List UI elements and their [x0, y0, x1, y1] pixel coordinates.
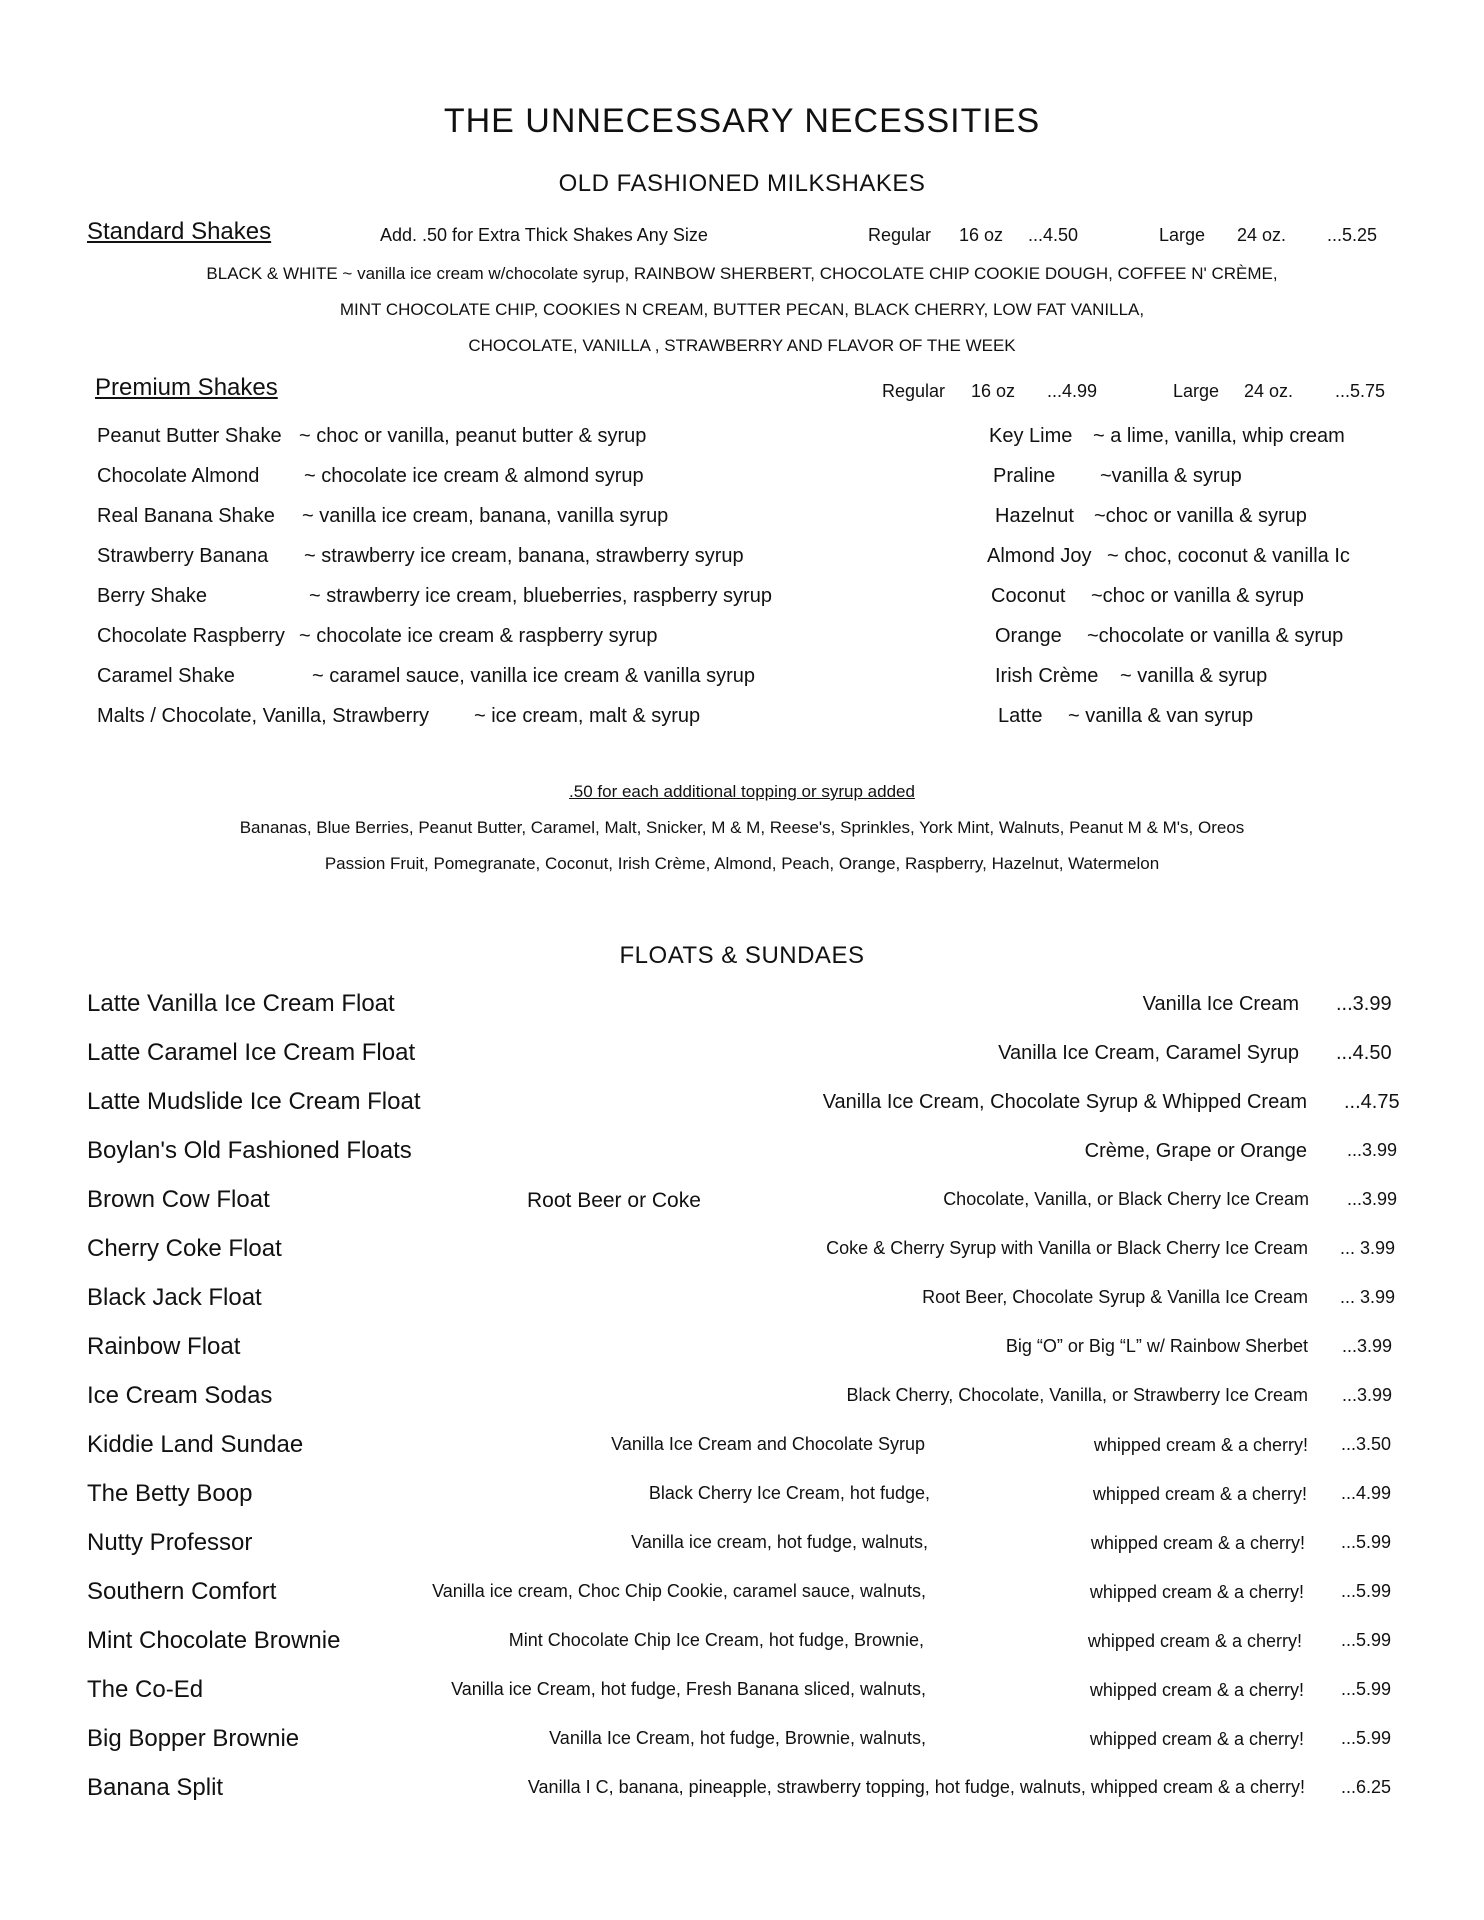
premium-item-desc: ~ strawberry ice cream, banana, strawberry syrup	[304, 545, 744, 567]
float-item-price: ...5.99	[1341, 1728, 1392, 1748]
float-item-name: The Betty Boop	[87, 1480, 253, 1507]
float-item-price: ...5.99	[1341, 1581, 1392, 1601]
float-item-extra: whipped cream & a cherry!	[1093, 1435, 1308, 1455]
float-item-extra: whipped cream & a cherry!	[1089, 1582, 1304, 1602]
float-item-name: The Co-Ed	[87, 1676, 204, 1703]
float-item-price: ...3.99	[1347, 1140, 1398, 1160]
float-item-extra: whipped cream & a cherry!	[1090, 1533, 1305, 1553]
float-item-desc: Vanilla ice cream, hot fudge, walnuts,	[631, 1532, 928, 1552]
float-item-mid: Root Beer or Coke	[527, 1189, 701, 1212]
premium-item-name: Orange	[995, 625, 1062, 647]
premium-item-name: Chocolate Almond	[97, 465, 260, 487]
premium-item-name: Real Banana Shake	[97, 505, 275, 527]
float-item-price: ...5.99	[1341, 1532, 1392, 1552]
premium-item-name: Malts / Chocolate, Vanilla, Strawberry	[97, 705, 429, 727]
float-item-desc: Black Cherry, Chocolate, Vanilla, or Strawberry Ice Cream	[846, 1385, 1308, 1405]
float-item-name: Cherry Coke Float	[87, 1235, 282, 1262]
standard-large-size: 24 oz.	[1237, 225, 1287, 245]
float-item-desc: Vanilla ice cream, Choc Chip Cookie, caramel sauce, walnuts,	[432, 1581, 926, 1601]
float-item-desc: Coke & Cherry Syrup with Vanilla or Black Cherry Ice Cream	[826, 1238, 1308, 1258]
premium-item-name: Chocolate Raspberry	[97, 625, 285, 647]
premium-shakes-heading: Premium Shakes	[95, 374, 278, 401]
float-item-price: ...3.99	[1347, 1189, 1398, 1209]
toppings-line: Bananas, Blue Berries, Peanut Butter, Caramel, Malt, Snicker, M & M, Reese's, Sprinkles, York Mint, Walnuts, Peanut M & M's, Oreos	[239, 818, 1245, 837]
standard-regular-price: ...4.50	[1028, 225, 1079, 245]
premium-item-name: Key Lime	[989, 425, 1073, 447]
float-item-price: ...4.99	[1341, 1483, 1392, 1503]
float-item-name: Southern Comfort	[87, 1578, 277, 1605]
float-item-extra: whipped cream & a cherry!	[1089, 1680, 1304, 1700]
float-item-desc: Crème, Grape or Orange	[1084, 1140, 1307, 1162]
premium-item-name: Strawberry Banana	[97, 545, 269, 567]
premium-item-desc: ~choc or vanilla & syrup	[1094, 505, 1307, 527]
premium-item-name: Coconut	[991, 585, 1066, 607]
premium-item-desc: ~ chocolate ice cream & raspberry syrup	[299, 625, 658, 647]
premium-item-desc: ~ ice cream, malt & syrup	[474, 705, 701, 727]
premium-item-desc: ~ vanilla & syrup	[1120, 665, 1268, 687]
premium-item-name: Hazelnut	[995, 505, 1074, 527]
float-item-price: ...6.25	[1341, 1777, 1392, 1797]
float-item-price: ...3.99	[1342, 1336, 1393, 1356]
float-item-name: Mint Chocolate Brownie	[87, 1627, 341, 1654]
premium-item-desc: ~chocolate or vanilla & syrup	[1087, 625, 1344, 647]
premium-item-desc: ~ vanilla & van syrup	[1068, 705, 1254, 727]
premium-item-desc: ~ choc or vanilla, peanut butter & syrup	[299, 425, 647, 447]
float-item-extra: whipped cream & a cherry!	[1092, 1484, 1307, 1504]
standard-large-price: ...5.25	[1327, 225, 1378, 245]
premium-item-name: Almond Joy	[987, 545, 1092, 567]
float-item-desc: Vanilla ice Cream, hot fudge, Fresh Banana sliced, walnuts,	[451, 1679, 926, 1699]
standard-shakes-heading: Standard Shakes	[87, 218, 272, 245]
float-item-desc: Vanilla Ice Cream, Caramel Syrup	[998, 1042, 1299, 1064]
premium-item-desc: ~vanilla & syrup	[1100, 465, 1242, 487]
float-item-price: ...5.99	[1341, 1630, 1392, 1650]
toppings-line: Passion Fruit, Pomegranate, Coconut, Irish Crème, Almond, Peach, Orange, Raspberry, Hazelnut, Watermelon	[324, 854, 1160, 873]
float-item-name: Nutty Professor	[87, 1529, 253, 1556]
float-item-price: ...3.99	[1342, 1385, 1393, 1405]
float-item-desc: Vanilla Ice Cream, Chocolate Syrup & Whipped Cream	[822, 1091, 1307, 1113]
page-title: THE UNNECESSARY NECESSITIES	[443, 102, 1041, 140]
float-item-name: Rainbow Float	[87, 1333, 241, 1360]
float-item-price: ...3.50	[1341, 1434, 1392, 1454]
standard-regular-size: 16 oz	[959, 225, 1004, 245]
float-item-name: Big Bopper Brownie	[87, 1725, 300, 1752]
milkshakes-heading: OLD FASHIONED MILKSHAKES	[558, 170, 926, 197]
premium-item-desc: ~ a lime, vanilla, whip cream	[1093, 425, 1345, 447]
float-item-desc: Root Beer, Chocolate Syrup & Vanilla Ice Cream	[922, 1287, 1308, 1307]
float-item-desc: Vanilla Ice Cream and Chocolate Syrup	[611, 1434, 925, 1454]
float-item-desc: Mint Chocolate Chip Ice Cream, hot fudge, Brownie,	[508, 1630, 924, 1650]
float-item-name: Ice Cream Sodas	[87, 1382, 273, 1409]
premium-item-desc: ~ chocolate ice cream & almond syrup	[304, 465, 644, 487]
float-item-name: Latte Caramel Ice Cream Float	[87, 1039, 416, 1066]
standard-large-label: Large	[1159, 225, 1206, 245]
float-item-name: Brown Cow Float	[87, 1186, 270, 1213]
float-item-desc: Chocolate, Vanilla, or Black Cherry Ice Cream	[943, 1189, 1309, 1209]
float-item-price: ...5.99	[1341, 1679, 1392, 1699]
premium-regular-size: 16 oz	[971, 381, 1016, 401]
premium-item-name: Peanut Butter Shake	[97, 425, 282, 447]
premium-item-desc: ~choc or vanilla & syrup	[1091, 585, 1304, 607]
float-item-extra: whipped cream & a cherry!	[1087, 1631, 1302, 1651]
premium-item-name: Caramel Shake	[97, 665, 235, 687]
toppings-heading: .50 for each additional topping or syrup added	[569, 782, 915, 801]
standard-regular-label: Regular	[868, 225, 932, 245]
premium-item-desc: ~ vanilla ice cream, banana, vanilla syrup	[302, 505, 669, 527]
float-item-desc: Big “O” or Big “L” w/ Rainbow Sherbet	[1005, 1336, 1308, 1356]
premium-large-size: 24 oz.	[1244, 381, 1294, 401]
float-item-name: Kiddie Land Sundae	[87, 1431, 304, 1458]
float-item-price: ...3.99	[1336, 993, 1392, 1015]
float-item-name: Boylan's Old Fashioned Floats	[87, 1137, 412, 1164]
premium-item-desc: ~ caramel sauce, vanilla ice cream & vanilla syrup	[312, 665, 755, 687]
premium-item-desc: ~ choc, coconut & vanilla Ic	[1107, 545, 1350, 567]
premium-item-name: Latte	[998, 705, 1043, 727]
float-item-name: Latte Vanilla Ice Cream Float	[87, 990, 395, 1017]
standard-flavors-line: BLACK & WHITE ~ vanilla ice cream w/chocolate syrup, RAINBOW SHERBERT, CHOCOLATE CHIP COOKIE DOUGH, COFFEE N' CRÈME,	[206, 264, 1278, 283]
float-item-desc: Black Cherry Ice Cream, hot fudge,	[648, 1483, 930, 1503]
float-item-price: ...4.75	[1344, 1091, 1400, 1113]
float-item-desc: Vanilla Ice Cream	[1142, 993, 1299, 1015]
float-item-desc: Vanilla I C, banana, pineapple, strawberry topping, hot fudge, walnuts, whipped cream & a cherry!	[527, 1777, 1305, 1797]
standard-flavors-line: CHOCOLATE, VANILLA , STRAWBERRY AND FLAVOR OF THE WEEK	[468, 336, 1016, 355]
float-item-price: ...4.50	[1336, 1042, 1392, 1064]
floats-heading: FLOATS & SUNDAES	[619, 942, 865, 969]
premium-regular-price: ...4.99	[1047, 381, 1098, 401]
float-item-name: Banana Split	[87, 1774, 224, 1801]
premium-large-price: ...5.75	[1335, 381, 1386, 401]
float-item-price: ... 3.99	[1340, 1287, 1396, 1307]
float-item-extra: whipped cream & a cherry!	[1089, 1729, 1304, 1749]
float-item-price: ... 3.99	[1340, 1238, 1396, 1258]
extra-thick-note: Add. .50 for Extra Thick Shakes Any Size	[380, 225, 708, 245]
premium-item-name: Praline	[993, 465, 1056, 487]
premium-regular-label: Regular	[882, 381, 946, 401]
premium-item-name: Berry Shake	[97, 585, 208, 607]
float-item-desc: Vanilla Ice Cream, hot fudge, Brownie, walnuts,	[549, 1728, 926, 1748]
premium-item-name: Irish Crème	[995, 665, 1099, 687]
float-item-name: Latte Mudslide Ice Cream Float	[87, 1088, 421, 1115]
premium-item-desc: ~ strawberry ice cream, blueberries, raspberry syrup	[309, 585, 772, 607]
float-item-name: Black Jack Float	[87, 1284, 262, 1311]
premium-large-label: Large	[1173, 381, 1220, 401]
standard-flavors-line: MINT CHOCOLATE CHIP, COOKIES N CREAM, BUTTER PECAN, BLACK CHERRY, LOW FAT VANILLA,	[339, 300, 1145, 319]
